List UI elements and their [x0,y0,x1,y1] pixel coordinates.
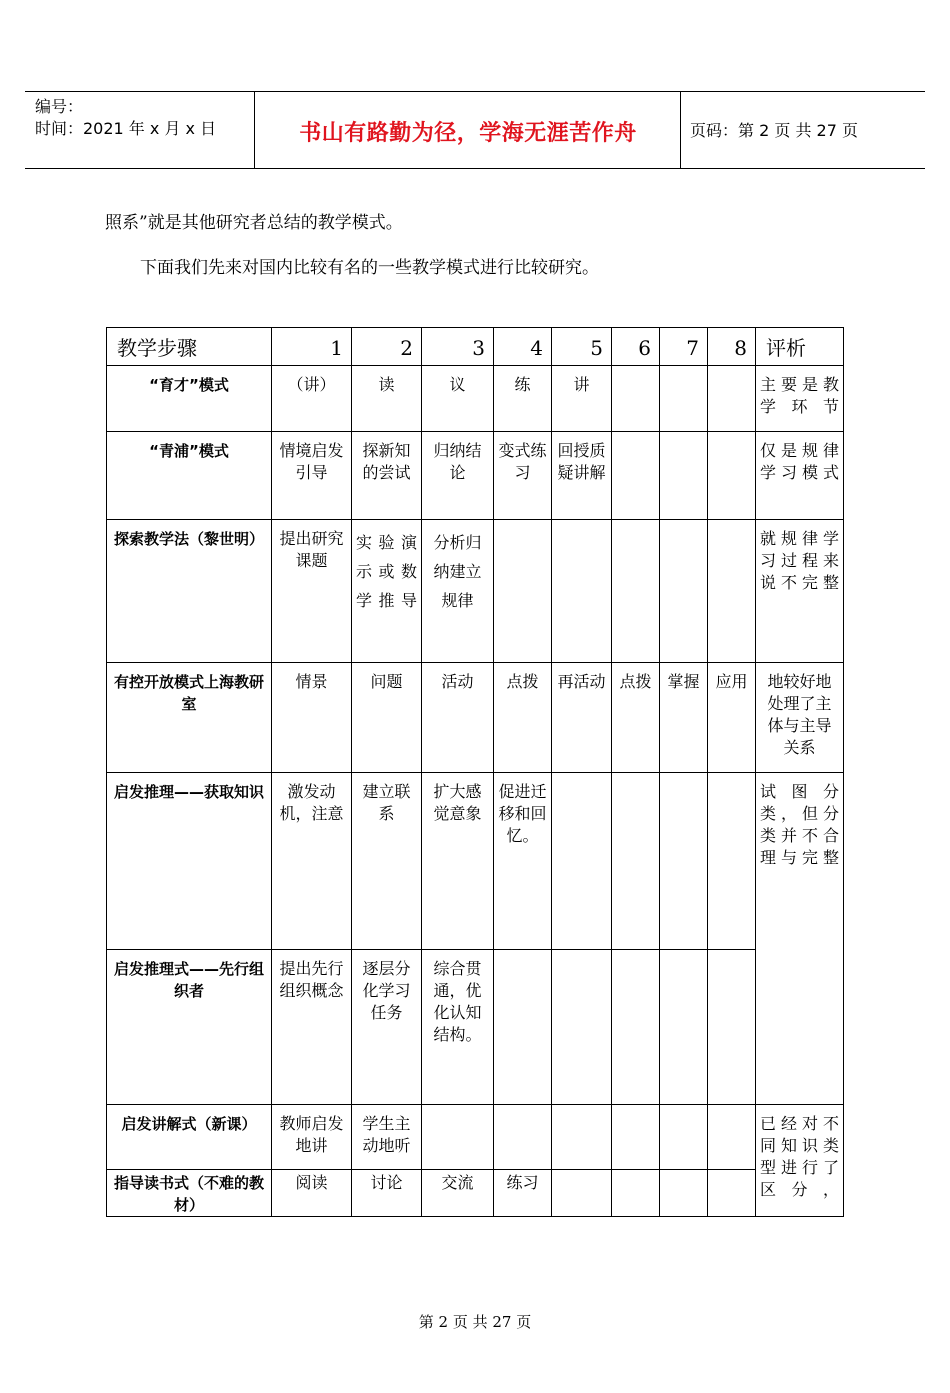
step-cell: 提出先行组织概念 [272,950,352,1105]
column-header-comment: 评析 [756,328,844,366]
row-model-name: 有控开放模式上海教研室 [107,663,272,773]
step-cell: 掌握 [660,663,708,773]
page-footer: 第 2 页 共 27 页 [418,1313,532,1331]
comment-cell: 已经对不同知识类型进行了区分， [756,1105,844,1217]
step-cell: 探新知的尝试 [352,432,422,520]
step-cell [552,1105,612,1170]
step-cell: 实验演示或数学推导 [352,520,422,663]
document-number-label: 编号： [35,97,84,116]
step-cell [494,950,552,1105]
table-row [107,520,844,663]
column-header-6: 6 [612,328,660,366]
header-meta [35,96,216,140]
step-cell: 建立联系 [352,773,422,950]
document-date-label: 时间：2021 年 x 月 x 日 [35,119,217,138]
header-bottom-rule [25,168,925,169]
table-row [107,773,844,950]
column-header-5: 5 [552,328,612,366]
table-row [107,432,844,520]
table-row [107,1105,844,1170]
step-cell: 议 [422,366,494,432]
step-cell: 阅读 [272,1170,352,1217]
step-cell: 练 [494,366,552,432]
step-cell [660,432,708,520]
step-cell [552,1170,612,1217]
row-model-name: “青浦”模式 [107,432,272,520]
step-cell [708,773,756,950]
header-divider-left [254,91,255,168]
step-cell: 回授质疑讲解 [552,432,612,520]
table-row [107,950,844,1105]
comment-cell: 仅是规律学习模式 [756,432,844,520]
step-cell: 交流 [422,1170,494,1217]
step-cell [612,773,660,950]
row-model-name: 指导读书式（不难的教材） [107,1170,272,1217]
column-header-7: 7 [660,328,708,366]
table-row [107,1170,844,1217]
table-row [107,663,844,773]
row-model-name: 启发推理——获取知识 [107,773,272,950]
step-cell: （讲） [272,366,352,432]
step-cell [708,520,756,663]
step-cell [552,520,612,663]
step-cell: 情景 [272,663,352,773]
step-cell: 逐层分化学习任务 [352,950,422,1105]
step-cell [708,1170,756,1217]
step-cell [422,1105,494,1170]
row-model-name: “育才”模式 [107,366,272,432]
step-cell: 练习 [494,1170,552,1217]
table-header-row [107,328,844,366]
table-row [107,366,844,432]
step-cell: 学生主动地听 [352,1105,422,1170]
header-motto: 书山有路勤为径，学海无涯苦作舟 [299,121,637,146]
step-cell: 归纳结论 [422,432,494,520]
step-cell: 情境启发引导 [272,432,352,520]
step-cell [494,1105,552,1170]
row-model-name: 探索教学法（黎世明） [107,520,272,663]
step-cell: 提出研究课题 [272,520,352,663]
step-cell: 扩大感觉意象 [422,773,494,950]
header-divider-right [680,91,681,168]
step-cell [660,520,708,663]
comment-cell: 就规律学习过程来说不完整 [756,520,844,663]
row-model-name: 启发讲解式（新课） [107,1105,272,1170]
column-header-4: 4 [494,328,552,366]
step-cell: 点拨 [494,663,552,773]
column-header-3: 3 [422,328,494,366]
step-cell: 教师启发地讲 [272,1105,352,1170]
step-cell: 分析归纳建立规律 [422,520,494,663]
step-cell [708,950,756,1105]
comment-cell: 地较好地处理了主体与主导关系 [756,663,844,773]
column-header-2: 2 [352,328,422,366]
step-cell [660,366,708,432]
step-cell: 讲 [552,366,612,432]
step-cell: 再活动 [552,663,612,773]
step-cell [660,773,708,950]
header-top-rule [25,91,925,92]
teaching-model-comparison-table [106,327,844,1217]
step-cell: 活动 [422,663,494,773]
column-header-1: 1 [272,328,352,366]
step-cell [494,520,552,663]
step-cell [660,1170,708,1217]
comment-cell: 试图分类，但分类并不合理与完整 [756,773,844,1105]
step-cell [552,773,612,950]
step-cell: 讨论 [352,1170,422,1217]
step-cell: 读 [352,366,422,432]
step-cell: 促进迁移和回忆。 [494,773,552,950]
step-cell [708,366,756,432]
step-cell: 综合贯通，优化认知结构。 [422,950,494,1105]
column-header-step: 教学步骤 [107,328,272,366]
paragraph-intro: 下面我们先来对国内比较有名的一些教学模式进行比较研究。 [140,258,599,278]
step-cell [708,432,756,520]
step-cell: 点拨 [612,663,660,773]
step-cell: 变式练习 [494,432,552,520]
column-header-8: 8 [708,328,756,366]
step-cell [612,1105,660,1170]
paragraph-continued: 照系”就是其他研究者总结的教学模式。 [105,213,403,233]
step-cell [612,1170,660,1217]
step-cell: 问题 [352,663,422,773]
step-cell [552,950,612,1105]
header-page-number: 页码：第 2 页 共 27 页 [690,121,858,140]
step-cell [612,366,660,432]
step-cell: 应用 [708,663,756,773]
row-model-name: 启发推理式——先行组织者 [107,950,272,1105]
step-cell [612,520,660,663]
step-cell [660,950,708,1105]
step-cell [612,432,660,520]
step-cell: 激发动机，注意 [272,773,352,950]
step-cell [660,1105,708,1170]
step-cell [612,950,660,1105]
step-cell [708,1105,756,1170]
comment-cell: 主要是教学环节 [756,366,844,432]
